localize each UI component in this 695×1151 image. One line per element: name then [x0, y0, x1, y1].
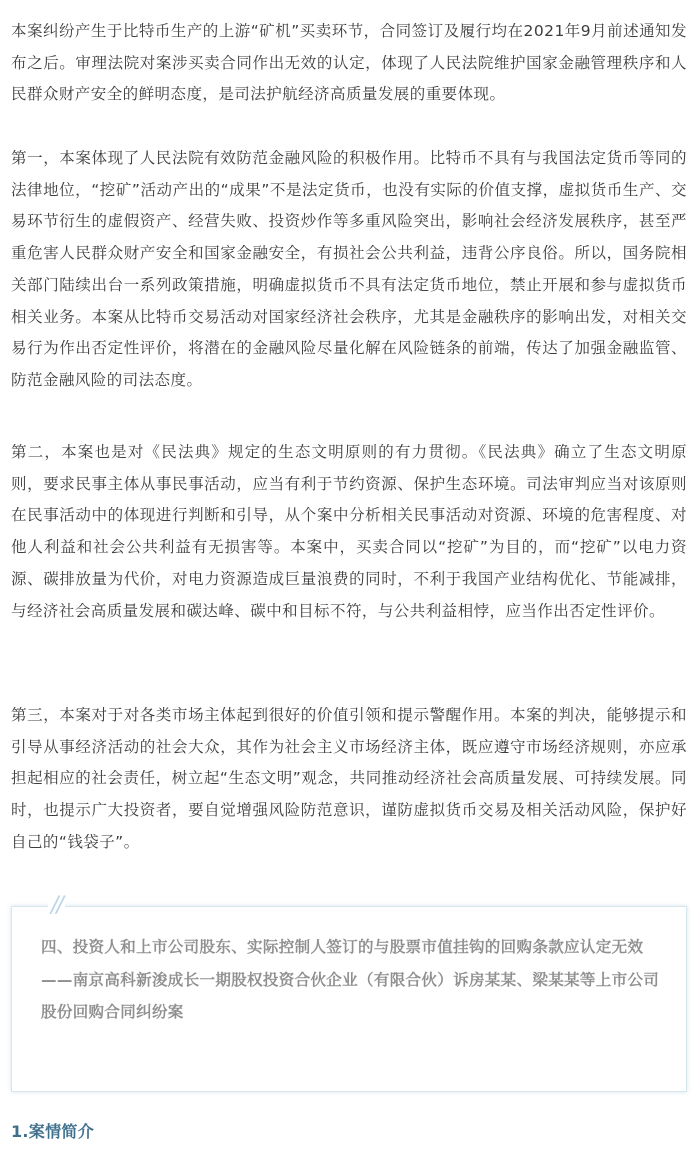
- case-title: [41, 931, 669, 1029]
- paragraph-first-point: 第一，本案体现了人民法院有效防范金融风险的积极作用。比特币不具有与我国法定货币等同的法律地位，“挖矿”活动产出的“成果”不是法定货币，也没有实际的价值支撑，虚拟货币生产、交易环节衍生的虚假资产、经营失败、投资炒作等多重风险突出，影响社会经济发展秩序，甚至严重危害人民群众财产安全和国家金融安全，有损社会公共利益，违背公序良俗。所以，国务院相关部门陆续出台一系列政策措施，明确虚拟货币不具有法定货币地位，禁止开展和参与虚拟货币相关业务。本案从比特币交易活动对国家经济社会秩序，尤其是金融秩序的影响出发，对相关交易行为作出否定性评价，将潜在的金融风险尽量化解在风险链条的前端，传达了加强金融监管、防范金融风险的司法态度。: [11, 149, 687, 389]
- section-heading: 1.案情简介: [11, 1122, 95, 1141]
- paragraph-third-point: 第三，本案对于对各类市场主体起到很好的价值引领和提示警醒作用。本案的判决，能够提示和引导从事经济活动的社会大众，其作为社会主义市场经济主体，既应遵守市场经济规则，亦应承担起相应的社会责任，树立起“生态文明”观念，共同推动经济社会高质量发展、可持续发展。同时，也提示广大投资者，要自觉增强风险防范意识，谨防虚拟货币交易及相关活动风险，保护好自己的“钱袋子”。: [11, 706, 687, 851]
- case-title-main: 四、投资人和上市公司股东、实际控制人签订的与股票市值挂钩的回购条款应认定无效: [41, 938, 644, 956]
- case-title-subtitle: ——南京高科新浚成长一期股权投资合伙企业（有限合伙）诉房某某、梁某某等上市公司股份回购合同纠纷案: [41, 970, 660, 1021]
- paragraph-second-point: 第二，本案也是对《民法典》规定的生态文明原则的有力贯彻。《民法典》确立了生态文明原则，要求民事主体从事民事活动，应当有利于节约资源、保护生态环境。司法审判应当对该原则在民事活动中的体现进行判断和引导，从个案中分析相关民事活动对资源、环境的危害程度、对他人利益和社会公共利益有无损害等。本案中，买卖合同以“挖矿”为目的，而“挖矿”以电力资源、碳排放量为代价，对电力资源造成巨量浪费的同时，不利于我国产业结构优化、节能减排，与经济社会高质量发展和碳达峰、碳中和目标不符，与公共利益相悖，应当作出否定性评价。: [11, 443, 687, 620]
- quote-mark-icon: //: [48, 895, 65, 917]
- case-title-box: [11, 893, 687, 1092]
- paragraph-intro: 本案纠纷产生于比特币生产的上游“矿机”买卖环节，合同签订及履行均在2021年9月前述通知发布之后。审理法院对案涉买卖合同作出无效的认定，体现了人民法院维护国家金融管理秩序和人民群众财产安全的鲜明态度，是司法护航经济高质量发展的重要体现。: [11, 22, 687, 104]
